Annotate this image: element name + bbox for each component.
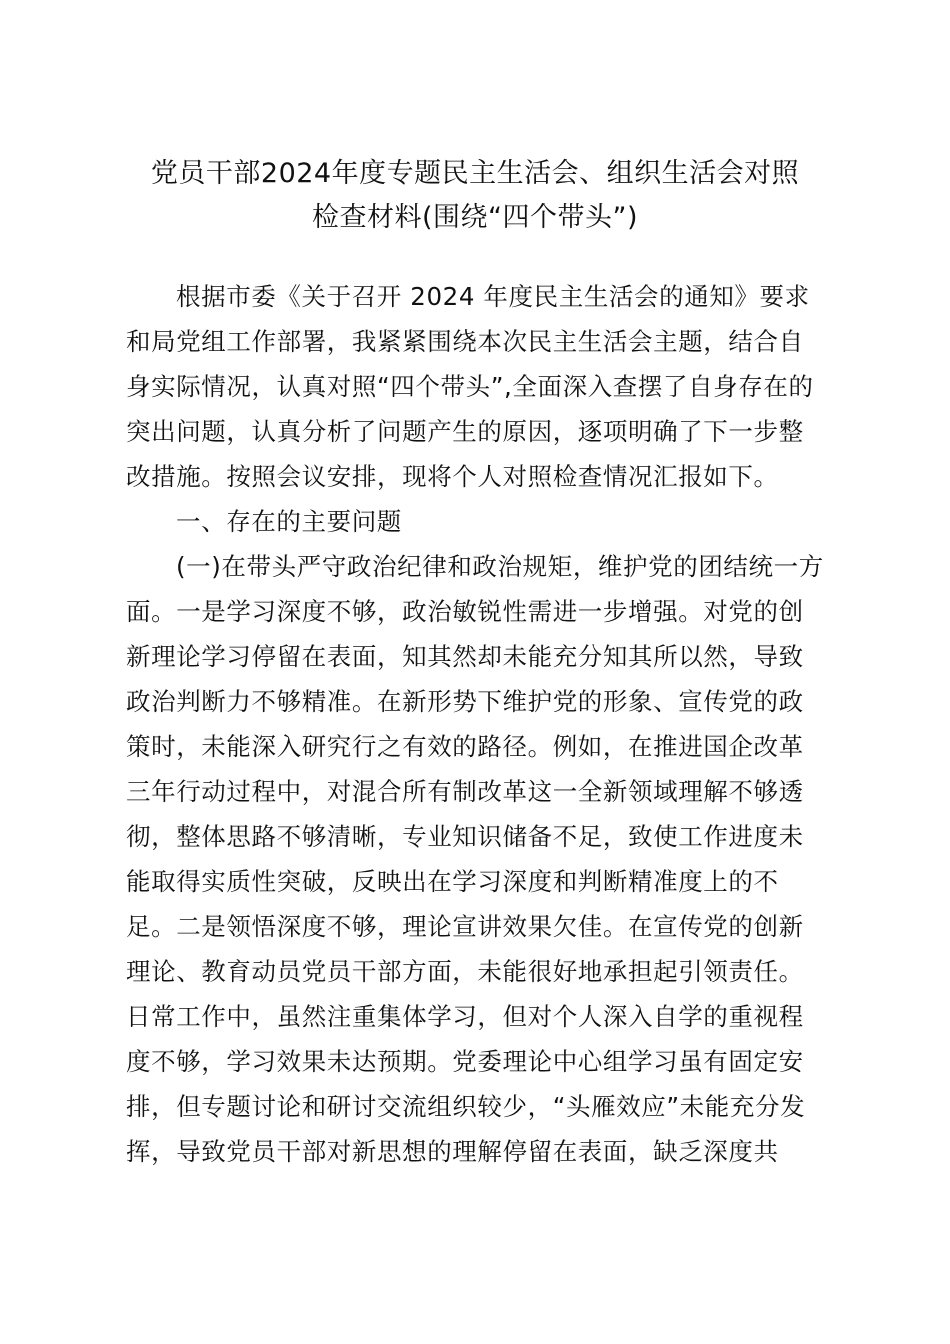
paragraph-line: 度不够，学习效果未达预期。党委理论中心组学习虽有固定安 — [126, 1047, 804, 1076]
paragraph-line: 彻，整体思路不够清晰，专业知识储备不足，致使工作进度未 — [126, 822, 804, 851]
paragraph-line: 突出问题，认真分析了问题产生的原因，逐项明确了下一步整 — [126, 417, 804, 446]
paragraph-line: 策时，未能深入研究行之有效的路径。例如，在推进国企改革 — [126, 732, 804, 761]
paragraph-line: 改措施。按照会议安排，现将个人对照检查情况汇报如下。 — [126, 462, 779, 491]
paragraph-line: 身实际情况，认真对照“四个带头”,全面深入查摆了自身存在的 — [126, 372, 814, 401]
title-line-2: 检查材料(围绕“四个带头”) — [311, 202, 639, 233]
paragraph-line: 理论、教育动员党员干部方面，未能很好地承担起引领责任。 — [126, 957, 804, 986]
paragraph-line: 排，但专题讨论和研讨交流组织较少，“头雁效应”未能充分发 — [126, 1092, 806, 1121]
paragraph-line: 面。一是学习深度不够，政治敏锐性需进一步增强。对党的创 — [126, 597, 804, 626]
paragraph-line: 新理论学习停留在表面，知其然却未能充分知其所以然，导致 — [126, 642, 804, 671]
paragraph-line: 日常工作中，虽然注重集体学习，但对个人深入自学的重视程 — [126, 1002, 804, 1031]
title-line-1: 党员干部2024年度专题民主生活会、组织生活会对照 — [150, 158, 800, 189]
paragraph-line: 三年行动过程中，对混合所有制改革这一全新领域理解不够透 — [126, 777, 804, 806]
section-heading: 一、存在的主要问题 — [176, 507, 402, 536]
paragraph-line: 挥，导致党员干部对新思想的理解停留在表面，缺乏深度共 — [126, 1137, 779, 1166]
subsection-line: (一)在带头严守政治纪律和政治规矩，维护党的团结统一方 — [176, 552, 824, 581]
paragraph-line: 能取得实质性突破，反映出在学习深度和判断精准度上的不 — [126, 867, 779, 896]
document-body — [126, 274, 826, 1174]
paragraph-line: 足。二是领悟深度不够，理论宣讲效果欠佳。在宣传党的创新 — [126, 912, 804, 941]
document-title — [120, 152, 830, 240]
paragraph-line: 根据市委《关于召开 2024 年度民主生活会的通知》要求 — [176, 282, 810, 311]
paragraph-line: 政治判断力不够精准。在新形势下维护党的形象、宣传党的政 — [126, 687, 804, 716]
paragraph-line: 和局党组工作部署，我紧紧围绕本次民主生活会主题，结合自 — [126, 327, 804, 356]
